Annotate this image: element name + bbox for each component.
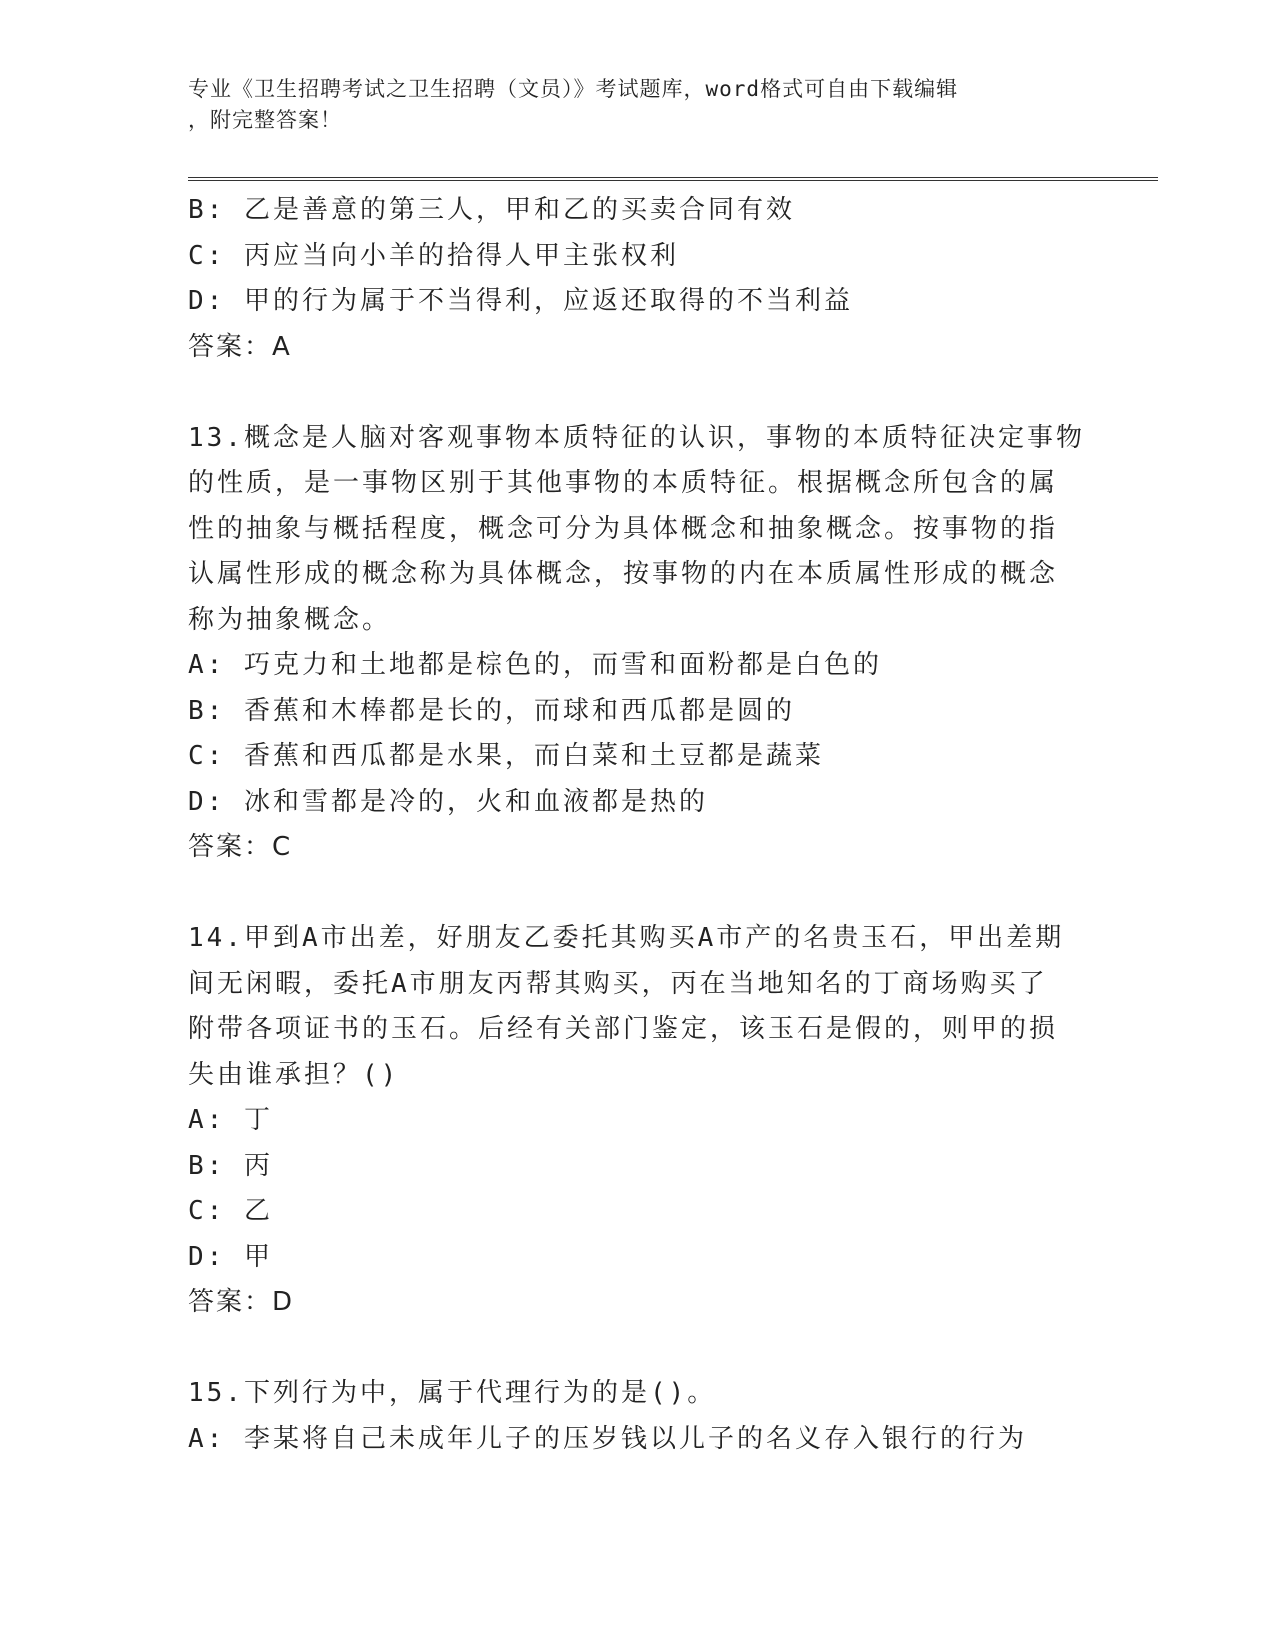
- question-14: [188, 916, 1088, 1326]
- spacer: [188, 871, 1088, 917]
- option-a: A: 巧克力和土地都是棕色的，而雪和面粉都是白色的: [188, 650, 882, 680]
- question-stem-line: 13.概念是人脑对客观事物本质特征的认识，事物的本质特征决定事物: [188, 422, 1085, 453]
- answer-label: 答案：D: [188, 1287, 295, 1317]
- question-12: [188, 188, 1088, 370]
- option-a: A: 丁: [188, 1105, 273, 1135]
- question-stem-line: 称为抽象概念。: [188, 604, 392, 635]
- header-divider: [188, 177, 1158, 181]
- header-line-1: 专业《卫生招聘考试之卫生招聘（文员）》考试题库，word格式可自由下载编辑: [188, 77, 959, 101]
- question-stem-line: 性的抽象与概括程度，概念可分为具体概念和抽象概念。按事物的指: [188, 513, 1059, 544]
- question-13: [188, 416, 1088, 871]
- question-stem-line: 14.甲到A市出差，好朋友乙委托其购买A市产的名贵玉石，甲出差期: [188, 923, 1065, 953]
- question-stem-line: 15.下列行为中，属于代理行为的是()。: [188, 1378, 717, 1408]
- question-stem-line: 间无闲暇，委托A市朋友丙帮其购买，丙在当地知名的丁商场购买了: [188, 968, 1048, 999]
- spacer: [188, 1326, 1088, 1372]
- question-stem-line: 的性质，是一事物区别于其他事物的本质特征。根据概念所包含的属: [188, 468, 1059, 498]
- answer-label: 答案：A: [188, 331, 292, 362]
- question-15: [188, 1371, 1088, 1462]
- question-stem-line: 附带各项证书的玉石。后经有关部门鉴定，该玉石是假的，则甲的损: [188, 1014, 1059, 1044]
- answer-label: 答案：C: [188, 832, 293, 862]
- header-line-2: ，附完整答案！: [188, 108, 342, 132]
- option-c: C: 香蕉和西瓜都是水果，而白菜和土豆都是蔬菜: [188, 741, 824, 771]
- option-c: C: 丙应当向小羊的拾得人甲主张权利: [188, 240, 679, 271]
- option-d: D: 甲的行为属于不当得利，应返还取得的不当利益: [188, 286, 853, 316]
- option-b: B: 乙是善意的第三人，甲和乙的买卖合同有效: [188, 195, 795, 225]
- spacer: [188, 370, 1088, 416]
- option-a: A: 李某将自己未成年儿子的压岁钱以儿子的名义存入银行的行为: [188, 1423, 1027, 1454]
- question-stem-line: 认属性形成的概念称为具体概念，按事物的内在本质属性形成的概念: [188, 559, 1059, 589]
- option-d: D: 冰和雪都是冷的，火和血液都是热的: [188, 786, 708, 817]
- question-list: [188, 188, 1088, 1462]
- question-stem-line: 失由谁承担？(): [188, 1059, 400, 1090]
- option-b: B: 香蕉和木棒都是长的，而球和西瓜都是圆的: [188, 695, 795, 726]
- option-c: C: 乙: [188, 1196, 273, 1226]
- option-d: D: 甲: [188, 1241, 273, 1272]
- option-b: B: 丙: [188, 1150, 273, 1181]
- document-header: [188, 74, 1068, 136]
